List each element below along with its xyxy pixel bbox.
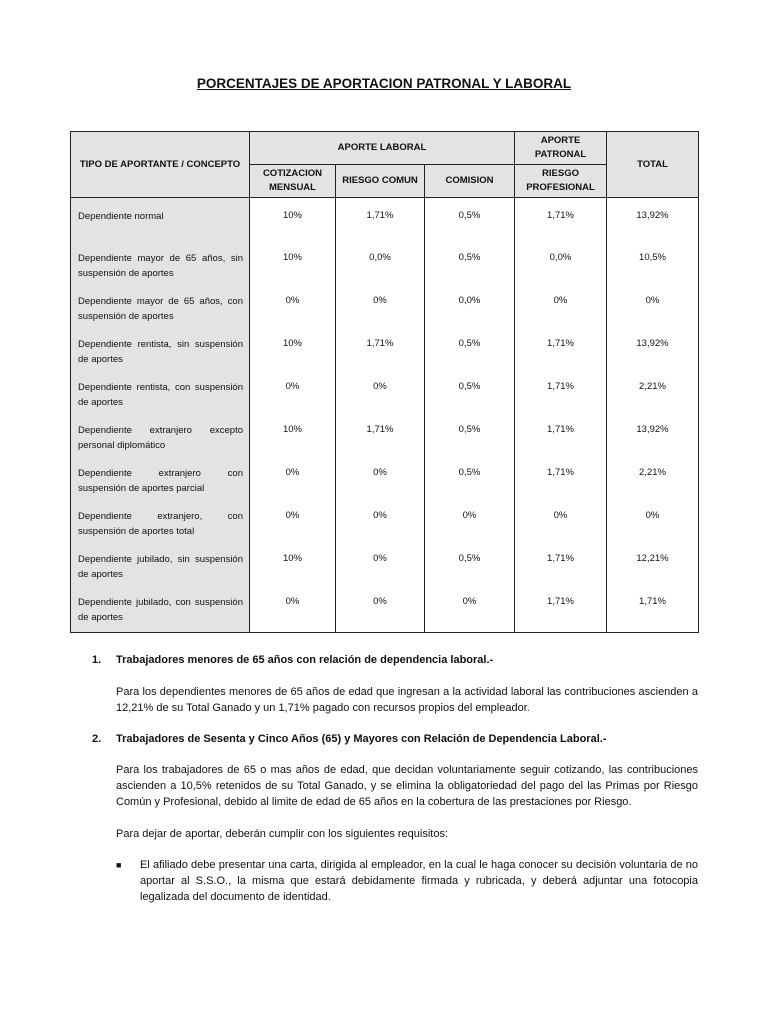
table-row: [71, 589, 699, 633]
cell-comision: 0%: [425, 589, 515, 633]
cell-riesgo-comun: 0%: [336, 503, 425, 546]
section-paragraph: Para los dependientes menores de 65 años de edad que ingresan a la actividad laboral las contribuciones ascienden a 12,21% de su Total Ganado y un 1,71% pagado con recursos propios del empleador.: [116, 686, 698, 714]
cell-cotizacion: 0%: [250, 589, 336, 633]
table-row: [71, 198, 699, 246]
cell-total: 1,71%: [607, 589, 699, 633]
cell-riesgo-profesional: 1,71%: [515, 417, 607, 460]
cell-riesgo-profesional: 1,71%: [515, 198, 607, 246]
header-comision: COMISION: [425, 165, 515, 198]
header-concept: TIPO DE APORTANTE / CONCEPTO: [71, 132, 250, 198]
cell-comision: 0,5%: [425, 198, 515, 246]
cell-total: 0%: [607, 288, 699, 331]
cell-cotizacion: 10%: [250, 331, 336, 374]
cell-cotizacion: 0%: [250, 374, 336, 417]
cell-comision: 0,5%: [425, 245, 515, 288]
cell-riesgo-profesional: 0%: [515, 288, 607, 331]
cell-riesgo-comun: 1,71%: [336, 198, 425, 246]
table-row: [71, 503, 699, 546]
bullet-text: El afiliado debe presentar una carta, dirigida al empleador, en la cual le haga conocer su decisión voluntaria de no aportar al S.S.O., la misma que estará debidamente firmada y rubricada, y deberá adjuntar una fotocopia legalizada del documento de identidad.: [140, 859, 698, 903]
section-heading: [92, 652, 698, 668]
cell-riesgo-comun: 0%: [336, 546, 425, 589]
cell-cotizacion: 10%: [250, 417, 336, 460]
row-concept: Dependiente extranjero excepto personal diplomático: [71, 417, 250, 460]
table-row: [71, 374, 699, 417]
cell-riesgo-profesional: 1,71%: [515, 331, 607, 374]
header-total: TOTAL: [607, 132, 699, 198]
section-1: [92, 652, 698, 716]
cell-riesgo-profesional: 1,71%: [515, 460, 607, 503]
section-number: 1.: [92, 654, 102, 666]
cell-riesgo-comun: 0%: [336, 288, 425, 331]
cell-riesgo-comun: 1,71%: [336, 417, 425, 460]
row-concept: Dependiente rentista, sin suspensión de aportes: [71, 331, 250, 374]
section-paragraph-2: Para dejar de aportar, deberán cumplir con los siguientes requisitos:: [116, 828, 449, 840]
table-row: [71, 546, 699, 589]
bullet-icon: ■: [116, 860, 122, 870]
cell-riesgo-comun: 0%: [336, 589, 425, 633]
section-paragraph: Para los trabajadores de 65 o mas años de edad, que decidan voluntariamente seguir cotizando, las contribuciones ascienden a 10,5% retenidos de su Total Ganado, y se elimina la obligatoriedad del pago del las Primas por Riesgo Común y Profesional, debido al limite de edad de 65 años en la cobertura de las prestaciones por Riesgo.: [116, 764, 698, 808]
cell-total: 10,5%: [607, 245, 699, 288]
section-title: Trabajadores menores de 65 años con relación de dependencia laboral.-: [116, 654, 494, 666]
cell-comision: 0%: [425, 503, 515, 546]
header-cotizacion: COTIZACION MENSUAL: [250, 165, 336, 198]
row-concept: Dependiente extranjero con suspensión de aportes parcial: [71, 460, 250, 503]
cell-cotizacion: 0%: [250, 288, 336, 331]
cell-comision: 0,5%: [425, 460, 515, 503]
cell-total: 0%: [607, 503, 699, 546]
cell-riesgo-profesional: 1,71%: [515, 589, 607, 633]
row-concept: Dependiente mayor de 65 años, con suspensión de aportes: [71, 288, 250, 331]
section-heading: [92, 731, 698, 747]
cell-comision: 0,5%: [425, 417, 515, 460]
cell-comision: 0,5%: [425, 546, 515, 589]
contribution-table: [70, 131, 699, 633]
cell-riesgo-profesional: 0%: [515, 503, 607, 546]
row-concept: Dependiente rentista, con suspensión de aportes: [71, 374, 250, 417]
table-row: [71, 460, 699, 503]
cell-comision: 0,5%: [425, 331, 515, 374]
page-title: PORCENTAJES DE APORTACION PATRONAL Y LABORAL: [196, 76, 572, 91]
cell-cotizacion: 10%: [250, 198, 336, 246]
cell-cotizacion: 0%: [250, 503, 336, 546]
row-concept: Dependiente extranjero, con suspensión de aportes total: [71, 503, 250, 546]
cell-comision: 0,0%: [425, 288, 515, 331]
cell-total: 13,92%: [607, 417, 699, 460]
header-aporte-laboral: APORTE LABORAL: [250, 132, 515, 165]
cell-riesgo-profesional: 1,71%: [515, 546, 607, 589]
cell-total: 13,92%: [607, 198, 699, 246]
cell-riesgo-profesional: 0,0%: [515, 245, 607, 288]
row-concept: Dependiente mayor de 65 años, sin suspensión de aportes: [71, 245, 250, 288]
cell-total: 2,21%: [607, 460, 699, 503]
cell-riesgo-comun: 0%: [336, 460, 425, 503]
cell-cotizacion: 10%: [250, 245, 336, 288]
cell-cotizacion: 10%: [250, 546, 336, 589]
header-riesgo-comun: RIESGO COMUN: [336, 165, 425, 198]
table-row: [71, 417, 699, 460]
cell-total: 2,21%: [607, 374, 699, 417]
section-title: Trabajadores de Sesenta y Cinco Años (65) y Mayores con Relación de Dependencia Laboral.-: [116, 733, 607, 745]
requirement-bullet: [92, 857, 698, 905]
section-2: [92, 731, 698, 905]
table-row: [71, 331, 699, 374]
cell-riesgo-comun: 1,71%: [336, 331, 425, 374]
cell-total: 13,92%: [607, 331, 699, 374]
table-row: [71, 245, 699, 288]
cell-comision: 0,5%: [425, 374, 515, 417]
cell-riesgo-comun: 0%: [336, 374, 425, 417]
table-row: [71, 288, 699, 331]
row-concept: Dependiente jubilado, sin suspensión de aportes: [71, 546, 250, 589]
header-riesgo-profesional: RIESGO PROFESIONAL: [515, 165, 607, 198]
row-concept: Dependiente normal: [71, 198, 250, 246]
cell-total: 12,21%: [607, 546, 699, 589]
cell-riesgo-profesional: 1,71%: [515, 374, 607, 417]
section-number: 2.: [92, 733, 102, 745]
header-aporte-patronal: APORTE PATRONAL: [515, 132, 607, 165]
cell-cotizacion: 0%: [250, 460, 336, 503]
row-concept: Dependiente jubilado, con suspensión de aportes: [71, 589, 250, 633]
cell-riesgo-comun: 0,0%: [336, 245, 425, 288]
